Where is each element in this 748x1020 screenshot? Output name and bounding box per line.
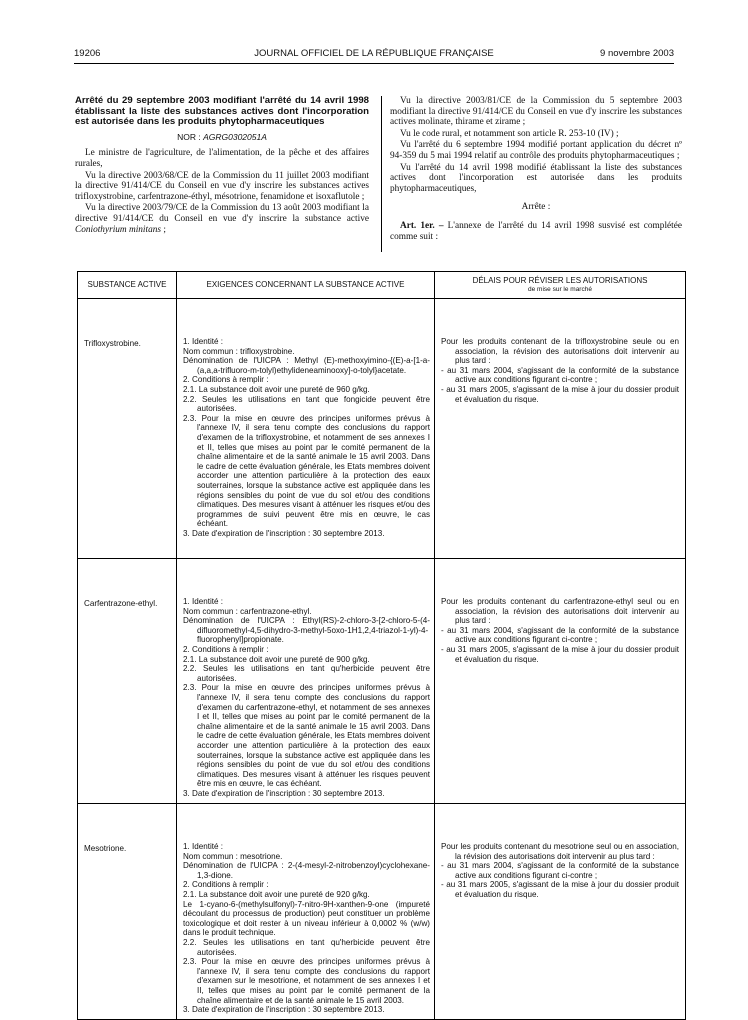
condition-2-1: 2.1. La substance doit avoir une pureté de 960 g/kg. (183, 384, 370, 394)
delais-cell (435, 559, 686, 804)
article-title: Arrêté du 29 septembre 2003 modifiant l'arrêté du 14 avril 1998 établissant la liste des substances actives dont l'incorporation est autorisée dans les produits phytopharmaceutiques (75, 95, 369, 128)
header-exigences: EXIGENCES CONCERNANT LA SUBSTANCE ACTIVE (177, 272, 435, 299)
nor-code: AGRG0302051A (203, 131, 267, 142)
denomination: Dénomination de l'UICPA : Methyl (E)-methoxyimino-{(E)-a-[1-a-(a,a,a-trifluoro-m-tolyl)ethylideneaminooxy]-o-tolyl}acetate. (183, 356, 430, 375)
table-header-row (78, 272, 686, 299)
column-divider (381, 96, 382, 252)
paragraph: Vu le code rural, et notamment son article R. 253-10 (IV) ; (400, 128, 619, 139)
impurity-note: Le 1-cyano-6-(methylsulfonyl)-7-nitro-9H-xanthen-9-one (impureté découlant du processus de production) peut constituer un problème toxicologique et doit rester à un niveau inférieur à 0,0002 % (w/w) dans le produit technique. (183, 899, 430, 938)
substance-cell: Carfentrazone-ethyl. (78, 559, 177, 804)
header-delais-title: DÉLAIS POUR RÉVISER LES AUTORISATIONS (472, 276, 648, 286)
denomination: Dénomination de l'UICPA : Ethyl(RS)-2-chloro-3-[2-chloro-5-(4-difluoromethyl-4,5-dihydro-3-methyl-5oxo-1H1,2,4-triazol-1-yl)-4-fluorophenyl]propionate. (183, 616, 430, 645)
exigences-cell (177, 559, 435, 804)
condition-2-1: 2.1. La substance doit avoir une pureté de 920 g/kg. (183, 889, 370, 899)
nom-commun: Nom commun : trifloxystrobine. (183, 346, 295, 356)
identite: 1. Identité : (183, 842, 224, 851)
substance-cell: Trifloxystrobine. (78, 299, 177, 559)
condition-2-3: 2.3. Pour la mise en œuvre des principes uniformes prévus à l'annexe IV, il sera tenu compte des conclusions du rapport d'examen de la trifloxystrobine, et notamment de ses annexes I et II, telles que mises au point par le comité permanent de la chaîne alimentaire et de la santé animale le 15 avril 2003. Dans le cadre de cette évaluation générale, les Etats membres doivent accorder une attention particulière à la protection des eaux souterraines, lorsque la substance active est appliquée dans les régions sensibles du point de vue du sol et/ou des conditions climatiques. Des mesures visant à atténuer les risques et/ou des programmes de suivi peuvent être mis en œuvre, le cas échéant. (183, 413, 430, 529)
condition-2-3: 2.3. Pour la mise en œuvre des principes uniformes prévus à l'annexe IV, il sera tenu compte des conclusions du rapport d'examen sur le mesotrione, et notamment de ses annexes I et II, telles que mises au point par le comité permanent de la chaîne alimentaire et de la santé animale le 15 avril 2003. (183, 957, 430, 1005)
nor-reference (75, 132, 369, 143)
species-name: Coniothyrium minitans (75, 224, 162, 235)
condition-2-1: 2.1. La substance doit avoir une pureté de 900 g/kg. (183, 654, 370, 664)
delai-2004: - au 31 mars 2004, s'agissant de la conformité de la substance active aux conditions figurant ci-contre ; (441, 365, 679, 385)
delai-intro: Pour les produits contenant du mesotrione seul ou en association, la révision des autorisations doit intervenir au plus tard : (441, 842, 679, 861)
paragraph (75, 203, 369, 235)
header-rule (74, 63, 674, 64)
paragraph-text: Vu la directive 2003/79/CE de la Commission du 13 août 2003 modifiant la directive 91/414/CE du Conseil en vue d'y inscrire la substance active (75, 203, 369, 224)
substance-cell: Mesotrione. (78, 804, 177, 1020)
substances-table (77, 271, 686, 1020)
paragraph: Le ministre de l'agriculture, de l'alimentation, de la pêche et des affaires rurales, (75, 148, 369, 169)
identite: 1. Identité : (183, 337, 224, 346)
delai-2004: - au 31 mars 2004, s'agissant de la conformité de la substance active aux conditions figurant ci-contre ; (441, 861, 679, 880)
conditions: 2. Conditions à remplir : (183, 880, 269, 890)
expiration-date: 3. Date d'expiration de l'inscription : 30 septembre 2013. (183, 788, 385, 798)
conditions: 2. Conditions à remplir : (183, 644, 269, 654)
delai-2004: - au 31 mars 2004, s'agissant de la conformité de la substance active aux conditions figurant ci-contre ; (441, 625, 679, 645)
denomination: Dénomination de l'UICPA : 2-(4-mesyl-2-nitrobenzoyl)cyclohexane-1,3-dione. (183, 861, 430, 880)
right-column (390, 96, 682, 243)
table-row (78, 299, 686, 559)
delais-cell (435, 299, 686, 559)
expiration-date: 3. Date d'expiration de l'inscription : 30 septembre 2013. (183, 528, 385, 538)
header-substance: SUBSTANCE ACTIVE (78, 272, 177, 299)
identite: 1. Identité : (183, 597, 224, 606)
page-header (74, 48, 674, 62)
article-1-label: Art. 1er. – (400, 220, 444, 231)
condition-2-2: 2.2. Seules les utilisations en tant qu'herbicide peuvent être autorisées. (183, 937, 430, 957)
journal-title: JOURNAL OFFICIEL DE LA RÉPUBLIQUE FRANÇAISE (254, 48, 494, 59)
page-number: 19206 (74, 48, 101, 59)
paragraph: Vu l'arrêté du 6 septembre 1994 modifié portant application du décret nº 94-359 du 5 mai 1994 relatif au contrôle des produits phytopharmaceutiques ; (390, 140, 682, 161)
conditions: 2. Conditions à remplir : (183, 375, 269, 385)
paragraph: Vu la directive 2003/68/CE de la Commission du 11 juillet 2003 modifiant la directive 91/414/CE du Conseil en vue d'y inscrire les substances actives trifloxystrobine, carfentrazone-éthyl, mésotrione, fenamidone et isoxaflutole ; (75, 170, 369, 202)
condition-2-2: 2.2. Seules les utilisations en tant qu'herbicide peuvent être autorisées. (183, 664, 430, 683)
nom-commun: Nom commun : carfentrazone-ethyl. (183, 606, 312, 616)
arrete-heading: Arrête : (521, 202, 551, 213)
table-row (78, 804, 686, 1020)
nom-commun: Nom commun : mesotrione. (183, 851, 283, 861)
condition-2-3: 2.3. Pour la mise en œuvre des principes uniformes prévus à l'annexe IV, il sera tenu compte des conclusions du rapport d'examen du carfentrazone-ethyl, et notamment de ses annexes I et II, telles que mises au point par le comité permanent de la chaîne alimentaire et de la santé animale le 15 avril 2003. Dans le cadre de cette évaluation générale, les Etats membres doivent accorder une attention particulière à la protection des eaux souterraines, lorsque la substance active est appliquée dans les régions sensibles du point de vue du sol et/ou des conditions climatiques. Des mesures visant à atténuer les risques peuvent être mis en œuvre, le cas échéant. (183, 683, 430, 789)
condition-2-2: 2.2. Seules les utilisations en tant que fongicide peuvent être autorisées. (183, 394, 430, 414)
header-delais (435, 272, 686, 299)
table-row (78, 559, 686, 804)
delai-2005: - au 31 mars 2005, s'agissant de la mise à jour du dossier produit et évaluation du risque. (441, 880, 679, 899)
paragraph: Vu la directive 2003/81/CE de la Commission du 5 septembre 2003 modifiant la directive 91/414/CE du Conseil en vue d'y inscrire les substances actives molinate, thirame et zirame ; (390, 96, 682, 128)
expiration-date: 3. Date d'expiration de l'inscription : 30 septembre 2013. (183, 1005, 385, 1015)
delai-intro: Pour les produits contenant de la trifloxystrobine seule ou en association, la révision des autorisations doit intervenir au plus tard : (441, 337, 679, 366)
header-delais-subtitle: de mise sur le marché (528, 285, 592, 293)
paragraph: Vu l'arrêté du 14 avril 1998 modifié établissant la liste des substances actives dont l'incorporation est autorisée dans les produits phytopharmaceutiques, (390, 162, 682, 194)
delais-cell (435, 804, 686, 1020)
nor-label: NOR : (177, 131, 201, 142)
exigences-cell (177, 804, 435, 1020)
exigences-cell (177, 299, 435, 559)
article-1-text: L'annexe de l'arrêté du 14 avril 1998 susvisé est complétée comme suit : (390, 220, 682, 242)
publication-date: 9 novembre 2003 (600, 48, 674, 59)
delai-2005: - au 31 mars 2005, s'agissant de la mise à jour du dossier produit et évaluation du risque. (441, 644, 679, 664)
delai-2005: - au 31 mars 2005, s'agissant de la mise à jour du dossier produit et évaluation du risque. (441, 384, 679, 404)
paragraph-end: ; (161, 224, 166, 235)
article-1 (390, 221, 682, 242)
delai-intro: Pour les produits contenant du carfentrazone-ethyl seul ou en association, la révision des autorisations doit intervenir au plus tard : (441, 597, 679, 626)
left-column (75, 96, 369, 236)
